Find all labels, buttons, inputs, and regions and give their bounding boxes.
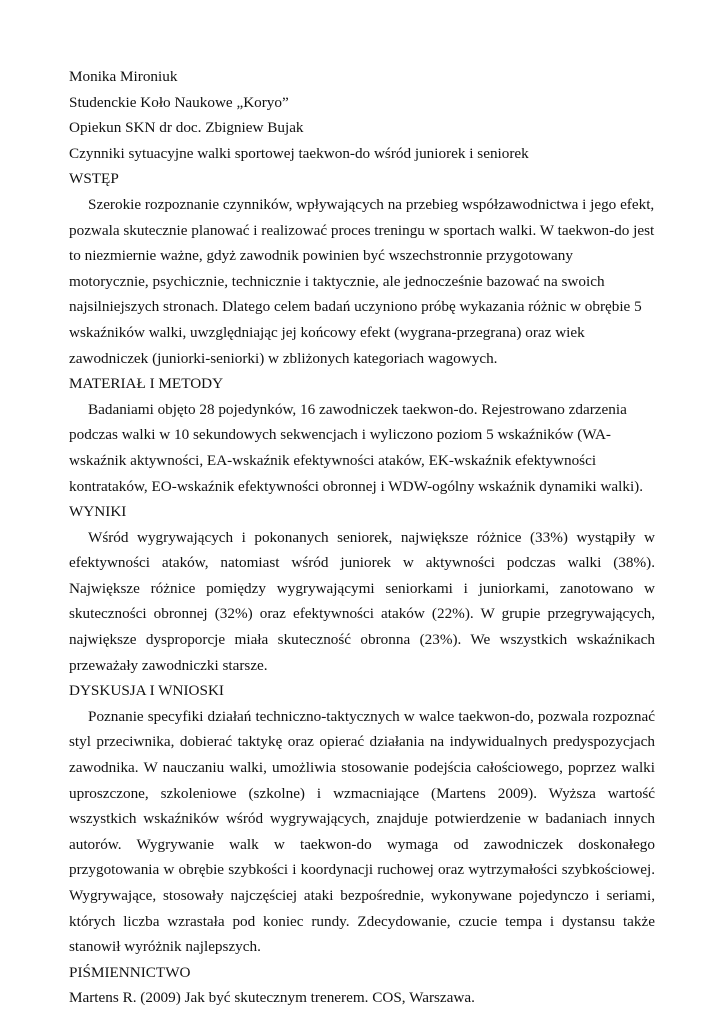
club-name: Studenckie Koło Naukowe „Koryo” [69,93,289,111]
results-heading: WYNIKI [69,503,127,521]
document-title: Czynniki sytuacyjne walki sportowej taekwon-do wśród juniorek i seniorek [69,144,529,162]
discussion-paragraph: Poznanie specyfiki działań techniczno-taktycznych w walce taekwon-do, pozwala rozpoznać styl przeciwnika, dobierać taktykę oraz opierać działania na indywidualnych predyspozycjach zawodnika. W nauczaniu walki, umożliwia stosowanie podejścia całościowego, poprzez walki uproszczone, szkoleniowe (szkolne) i wzmacniające (Martens 2009). Wyższa wartość wszystkich wskaźników wśród wygrywających, znajduje potwierdzenie w badaniach innych autorów. Wygrywanie walk w taekwon-do wymaga od zawodniczek doskonałego przygotowania w obrębie szybkości i koordynacji ruchowej oraz wytrzymałości szybkościowej. Wygrywające, stosowały najczęściej ataki bezpośrednie, wykonywane pojedynczo i seriami, których liczba wzrastała pod koniec rundy. Zdecydowanie, czucie tempa i dystansu także stanowił wyróżnik najlepszych. [69,707,655,956]
results-paragraph: Wśród wygrywających i pokonanych seniorek, największe różnice (33%) wystąpiły w efektywności ataków, natomiast wśród juniorek w aktywności podczas walki (38%). Największe różnice pomiędzy wygrywającymi seniorkami i juniorkami, zanotowano w skuteczności obronnej (32%) oraz efektywności ataków (22%). W grupie przegrywających, największe dysproporcje miała skuteczność obronna (23%). We wszystkich wskaźnikach przeważały zawodniczki starsze. [69,528,655,674]
intro-paragraph: Szerokie rozpoznanie czynników, wpływających na przebieg współzawodnictwa i jego efekt, pozwala skutecznie planować i realizować proces treningu w sportach walki. W taekwon-do jest to niezmiernie ważne, gdyż zawodnik powinien być wszechstronnie przygotowany motorycznie, psychicznie, technicznie i taktycznie, ale jednocześnie bazować na swoich najsilniejszych stronach. Dlatego celem badań uczyniono próbę wykazania różnic w obrębie 5 wskaźników walki, uwzględniając jej końcowy efekt (wygrana-przegrana) oraz wiek zawodniczek (juniorki-seniorki) w zbliżonych kategoriach wagowych. [69,195,655,367]
methods-heading: MATERIAŁ I METODY [69,375,224,393]
supervisor: Opiekun SKN dr doc. Zbigniew Bujak [69,119,304,137]
author-name: Monika Mironiuk [69,68,178,85]
references-heading: PIŚMIENNICTWO [69,963,191,981]
document-page [69,64,655,1011]
reference-item: Martens R. (2009) Jak być skutecznym trenerem. COS, Warszawa. [69,989,475,1007]
intro-heading: WSTĘP [69,170,119,188]
discussion-heading: DYSKUSJA I WNIOSKI [69,682,224,700]
methods-paragraph: Badaniami objęto 28 pojedynków, 16 zawodniczek taekwon-do. Rejestrowano zdarzenia podczas walki w 10 sekundowych sekwencjach i wyliczono poziom 5 wskaźników (WA- wskaźnik aktywności, EA-wskaźnik efektywności ataków, EK-wskaźnik efektywności kontrataków, EO-wskaźnik efektywności obronnej i WDW-ogólny wskaźnik dynamiki walki). [69,400,644,495]
